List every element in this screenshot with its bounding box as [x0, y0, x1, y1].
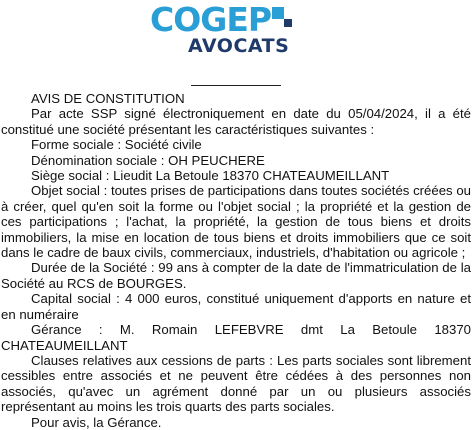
logo-subtitle: AVOCATS [188, 35, 290, 57]
notice-paragraph: Par acte SSP signé électroniquement en date du 05/04/2024, il a été constitué une société présentant les caractéristiques suivantes : [1, 106, 471, 137]
notice-paragraph: Dénomination sociale : OH PEUCHERE [31, 152, 265, 168]
notice-paragraph: Durée de la Société : 99 ans à compter de la date de l'immatriculation de la Société au RCS de BOURGES. [1, 260, 471, 291]
logo-squares-icon [272, 4, 292, 34]
notice-paragraph: Forme sociale : Société civile [31, 137, 202, 153]
notice-paragraph: Pour avis, la Gérance. [31, 414, 162, 430]
notice-paragraph: Objet social : toutes prises de participations dans toutes sociétés créées ou à créer, quel qu'en soit la forme ou l'objet social ; la propriété et la gestion de ces participations ; l'achat, la propriété, la gestion de tous biens et droits immobiliers, la mise en location de tous biens et droits immobiliers que ce soit dans le cadre de baux civils, commerciaux, industriels, d'habitation ou agricole ; [1, 183, 471, 261]
cogep-logo [0, 0, 473, 64]
notice-title: AVIS DE CONSTITUTION [31, 91, 185, 106]
notice-paragraph: Capital social : 4 000 euros, constitué uniquement d'apports en nature et en numéraire [1, 291, 471, 322]
notice-body [1, 91, 471, 430]
notice-paragraph: Gérance : M. Romain LEFEBVRE dmt La Betoule 18370 CHATEAUMEILLANT [1, 322, 471, 353]
notice-paragraph: Siège social : Lieudit La Betoule 18370 CHATEAUMEILLANT [31, 168, 390, 184]
logo-wordmark: COGEP [150, 0, 272, 39]
separator-rule [191, 85, 281, 86]
notice-paragraph: Clauses relatives aux cessions de parts : Les parts sociales sont librement cessibles entre associés et ne peuvent être cédées à des personnes non associés, qu'avec un agrément donné par un ou plusieurs associés représentant au moins les trois quarts des parts sociales. [1, 352, 471, 415]
